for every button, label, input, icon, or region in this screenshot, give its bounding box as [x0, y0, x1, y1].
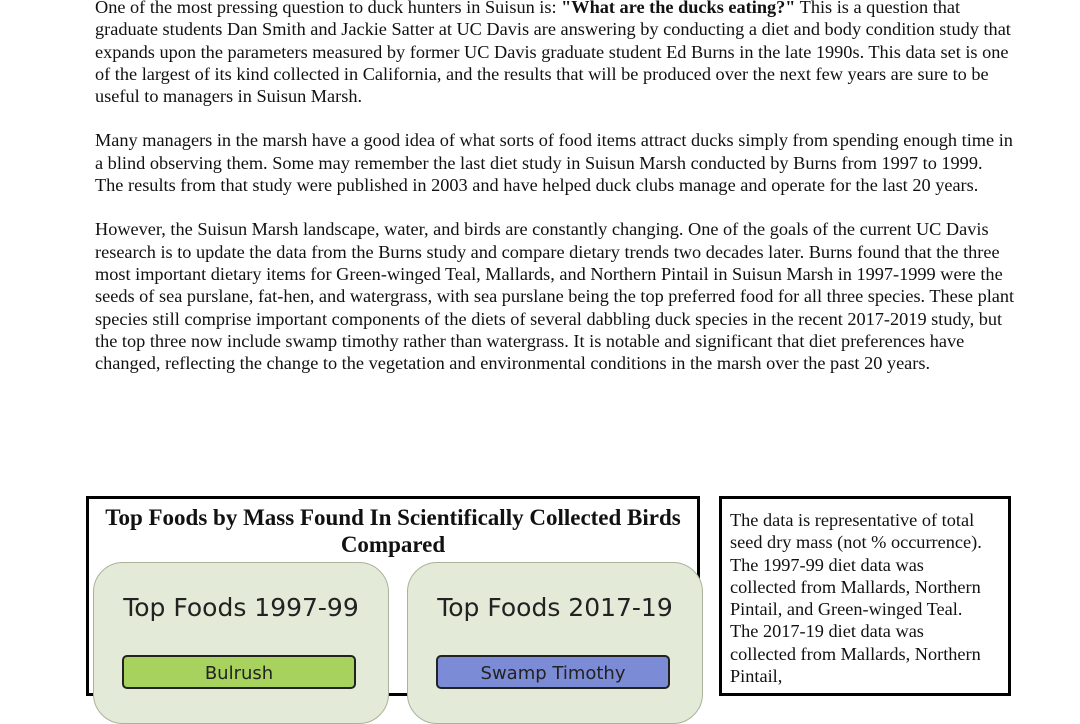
article-body: [95, 0, 1015, 396]
panel-1997-99-title: Top Foods 1997-99: [123, 593, 359, 622]
intro-question: "What are the ducks eating?": [561, 0, 796, 17]
top-foods-comparison: [86, 496, 700, 696]
panel-1997-99: [93, 562, 389, 724]
comparison-title: Top Foods by Mass Found In Scientifically Collected Birds Compared: [105, 505, 681, 557]
intro-text-end: This is a question that graduate students Dan Smith and Jackie Satter at UC Davis are answering by conducting a diet and body condition study that expands upon the parameters measured by former UC Davis graduate student Ed Burns in the late 1990s. This data set is one of the largest of its kind collected in California, and the results that will be produced over the next few years are sure to be useful to managers in Suisun Marsh.: [95, 0, 1011, 107]
panel-2017-19-title: Top Foods 2017-19: [437, 593, 673, 622]
paragraph-changes: However, the Suisun Marsh landscape, water, and birds are constantly changing. One of the goals of the current UC Davis research is to update the data from the Burns study and compare dietary trends two decades later. Burns found that the three most important dietary items for Green-winged Teal, Mallards, and Northern Pintail in Suisun Marsh in 1997-1999 were the seeds of sea purslane, fat-hen, and watergrass, with sea purslane being the top preferred food for all three species. These plant species still comprise important components of the diets of several dabbling duck species in the recent 2017-2019 study, but the top three now include swamp timothy rather than watergrass. It is notable and significant that diet preferences have changed, reflecting the change to the vegetation and environmental conditions in the marsh over the past 20 years.: [95, 219, 1015, 374]
data-note-box: [719, 496, 1011, 696]
data-note-text: The data is representative of total seed dry mass (not % occurrence). The 1997-99 diet data was collected from Mallards, Northern Pintail, and Green-winged Teal. The 2017-19 diet data was collected from Mallards, Northern Pintail,: [730, 510, 982, 687]
paragraph-managers: Many managers in the marsh have a good idea of what sorts of food items attract ducks simply from spending enough time in a blind observing them. Some may remember the last diet study in Suisun Marsh conducted by Burns from 1997 to 1999. The results from that study were published in 2003 and have helped duck clubs manage and operate for the last 20 years.: [95, 130, 1013, 196]
intro-text-start: One of the most pressing question to duck hunters in Suisun is:: [95, 0, 562, 17]
food-item-bulrush: Bulrush: [122, 655, 356, 689]
panel-2017-19: [407, 562, 703, 724]
food-item-swamp-timothy: Swamp Timothy: [436, 655, 670, 689]
paragraph-intro: [95, 0, 1015, 107]
